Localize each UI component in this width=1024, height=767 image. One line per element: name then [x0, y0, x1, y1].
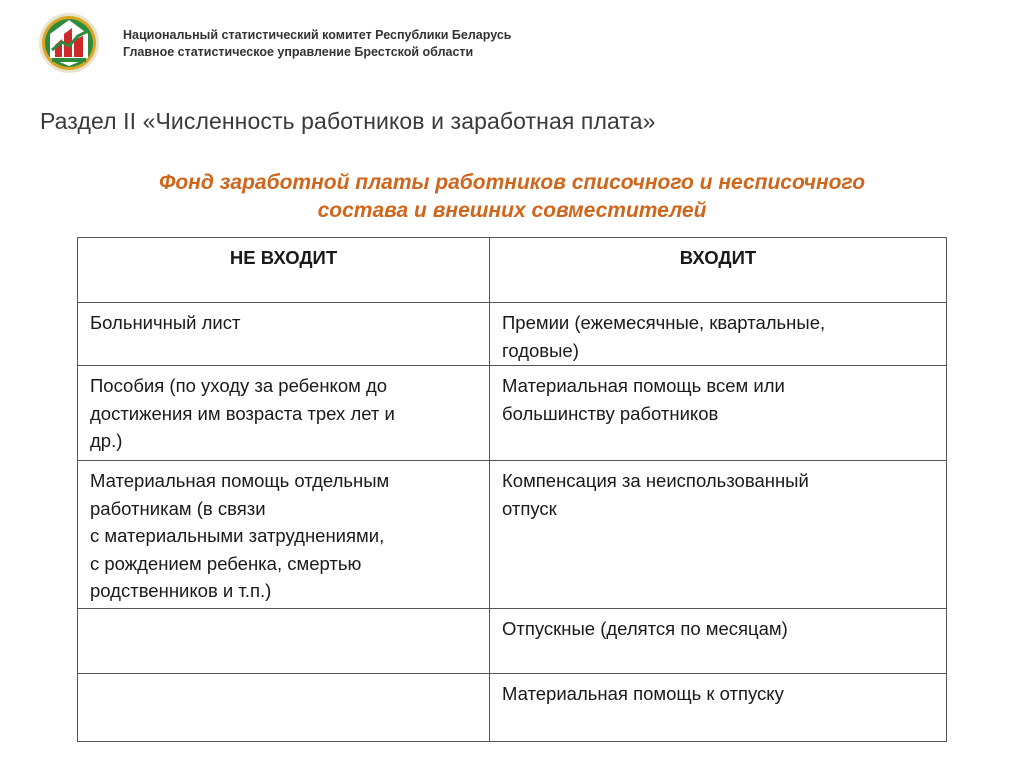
- cell-line: Материальная помощь к отпуску: [502, 683, 784, 704]
- cell-not-included: [78, 461, 490, 609]
- cell-included: [490, 609, 947, 674]
- cell-line: родственников и т.п.): [90, 580, 272, 601]
- cell-line: большинству работников: [502, 402, 719, 424]
- cell-not-included: [78, 366, 490, 461]
- subtitle-line: состава и внешних совместителей: [317, 199, 707, 222]
- organization-name: Национальный статистический комитет Республики Беларусь: [123, 28, 512, 42]
- cell-line: с материальными затруднениями,: [90, 525, 385, 546]
- subtitle-line: Фонд заработной платы работников списочного и несписочного: [158, 171, 866, 194]
- table-row: [78, 366, 947, 461]
- header-not-included: НЕ ВХОДИТ: [78, 238, 490, 303]
- cell-line: Материальная помощь отдельным: [90, 470, 390, 491]
- table-row: [78, 303, 947, 366]
- cell-line: годовые): [502, 339, 579, 361]
- department-name: Главное статистическое управление Брестской области: [123, 45, 474, 59]
- header-included: ВХОДИТ: [490, 238, 947, 303]
- cell-not-included: [78, 303, 490, 366]
- cell-included: [490, 366, 947, 461]
- cell-line: достижения им возраста трех лет и: [90, 402, 395, 424]
- cell-line: работникам (в связи: [90, 497, 266, 519]
- cell-line: с рождением ребенка, смертью: [90, 552, 362, 574]
- table-row: [78, 461, 947, 609]
- table-row: [78, 674, 947, 742]
- cell-not-included-empty: [78, 674, 490, 742]
- cell-included: [490, 674, 947, 742]
- cell-not-included-empty: [78, 609, 490, 674]
- table-header-row: [78, 238, 947, 303]
- cell-line: Больничный лист: [90, 312, 241, 333]
- cell-line: др.): [90, 430, 123, 451]
- cell-line: Материальная помощь всем или: [502, 375, 785, 396]
- cell-line: Премии (ежемесячные, квартальные,: [502, 312, 826, 333]
- cell-line: Компенсация за неиспользованный: [502, 470, 809, 491]
- section-title: Раздел II «Численность работников и заработная плата»: [40, 108, 656, 134]
- cell-line: Отпускные (делятся по месяцам): [502, 618, 788, 639]
- cell-included: [490, 461, 947, 609]
- table-subtitle: [40, 169, 984, 225]
- cell-line: отпуск: [502, 497, 557, 519]
- cell-included: [490, 303, 947, 366]
- organization-header: [123, 27, 511, 61]
- table-row: [78, 609, 947, 674]
- cell-line: Пособия (по уходу за ребенком до: [90, 375, 388, 396]
- belstat-emblem-icon: [38, 12, 100, 74]
- payroll-fund-table: [77, 237, 947, 742]
